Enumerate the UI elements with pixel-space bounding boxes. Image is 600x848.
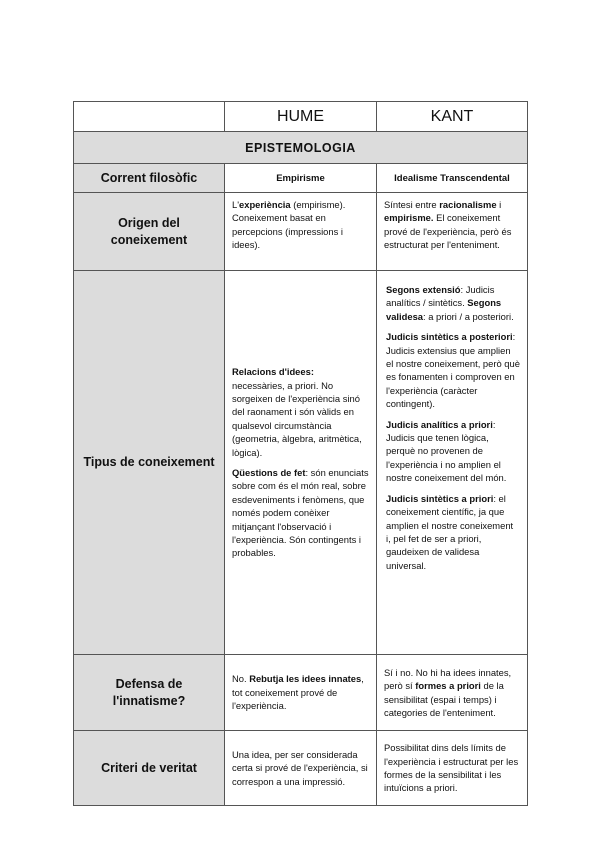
kant-tipus-run: : a priori / a posteriori. (423, 310, 514, 322)
label-criteri: Criteri de veritat (74, 731, 225, 806)
paragraph (386, 330, 520, 410)
hume-tipus-run: necessàries, a priori. No sorgeixen de l'experiència sinó del raonament i són vàlids en qualsevol circumstància (geometria, àlgebra, aritmètica, lògica). (232, 379, 362, 458)
kant-origen (377, 193, 528, 271)
row-defensa (74, 655, 528, 731)
paragraph (232, 365, 369, 459)
header-row (74, 102, 528, 132)
kant-tipus (377, 271, 528, 655)
hume-defensa-run: No. (232, 673, 250, 685)
kant-defensa (377, 655, 528, 731)
row-origen (74, 193, 528, 271)
section-row (74, 132, 528, 164)
hume-tipus-run: Relacions d'idees: (232, 366, 314, 378)
hume-defensa-run: , tot coneixement prové de l'experiència. (232, 673, 364, 712)
kant-tipus-run: : Judicis extensius que amplien el nostre coneixement, però què es fonamenten i comproven en l'experiència (caràcter contingent). (386, 331, 520, 410)
header-empty-cell (74, 102, 225, 132)
kant-criteri-run: Possibilitat dins dels límits de l'experiència i estructurat per les formes de la sensibilitat i les intuïcions a priori. (384, 742, 519, 794)
kant-defensa-run: de la sensibilitat (espai i temps) i categories de l'enteniment. (384, 680, 504, 718)
kant-corrent: Idealisme Transcendental (377, 164, 528, 193)
hume-tipus (225, 271, 377, 655)
row-corrent (74, 164, 528, 193)
kant-origen-run: Síntesi entre (384, 199, 440, 210)
kant-tipus-run: : el coneixement científic, ja que amplien el nostre coneixement i, pel fet de ser a priori, gaudeixen de validesa universal. (386, 492, 514, 571)
header-hume: HUME (225, 102, 377, 132)
kant-origen-run: empirisme. (384, 212, 434, 224)
kant-tipus-run: Segons validesa (386, 297, 502, 322)
paragraph (386, 283, 520, 323)
hume-origen (225, 193, 377, 271)
kant-tipus-run: Judicis sintètics a posteriori (386, 331, 513, 343)
hume-criteri (225, 731, 377, 806)
label-defensa: Defensa de l'innatisme? (74, 655, 225, 731)
kant-tipus-run: Segons extensió (386, 284, 461, 295)
kant-origen-run: i (496, 199, 502, 210)
kant-defensa-run: Sí i no. No hi ha idees innates, però sí (384, 666, 512, 692)
kant-tipus-run: : Judicis que tenen lògica, perquè no provenen de l'experiència i no amplien el nostre coneixement del món. (386, 418, 507, 484)
row-criteri (74, 731, 528, 806)
row-tipus (74, 271, 528, 655)
hume-defensa-run: Rebutja les idees innates (249, 673, 362, 685)
paragraph (386, 418, 520, 485)
label-origen: Origen del coneixement (74, 193, 225, 271)
hume-corrent: Empirisme (225, 164, 377, 193)
hume-origen-run: (empirisme). Coneixement basat en percepcions (impressions i idees). (232, 199, 346, 251)
label-corrent: Corrent filosòfic (74, 164, 225, 193)
hume-tipus-run: Qüestions de fet (232, 467, 306, 478)
kant-origen-run: El coneixement prové de l'experiència, però és estructurat per l'enteniment. (384, 212, 512, 251)
paragraph (386, 492, 520, 572)
kant-origen-run: racionalisme (439, 199, 497, 210)
hume-origen-run: L' (232, 199, 240, 210)
comparison-table (73, 101, 528, 806)
kant-tipus-run: Judicis analítics a priori (386, 418, 493, 430)
label-tipus: Tipus de coneixement (74, 271, 225, 655)
hume-origen-run: experiència (239, 199, 291, 210)
hume-criteri-run: Una idea, per ser considerada certa si prové de l'experiència, si correspon a una impressió. (232, 748, 368, 787)
section-title: EPISTEMOLOGIA (74, 132, 528, 164)
paragraph (232, 466, 369, 560)
hume-tipus-run: : són enunciats sobre com és el món real, sobre esdeveniments i fenòmens, que només podem conèixer mitjançant l'observació i l'experiència. Són contingents i probables. (232, 467, 369, 559)
hume-defensa (225, 655, 377, 731)
kant-defensa-run: formes a priori (415, 680, 481, 692)
kant-tipus-run: Judicis sintètics a priori (386, 492, 494, 504)
kant-criteri (377, 731, 528, 806)
header-kant: KANT (377, 102, 528, 132)
kant-tipus-run: : Judicis analítics / sintètics. (386, 284, 495, 309)
